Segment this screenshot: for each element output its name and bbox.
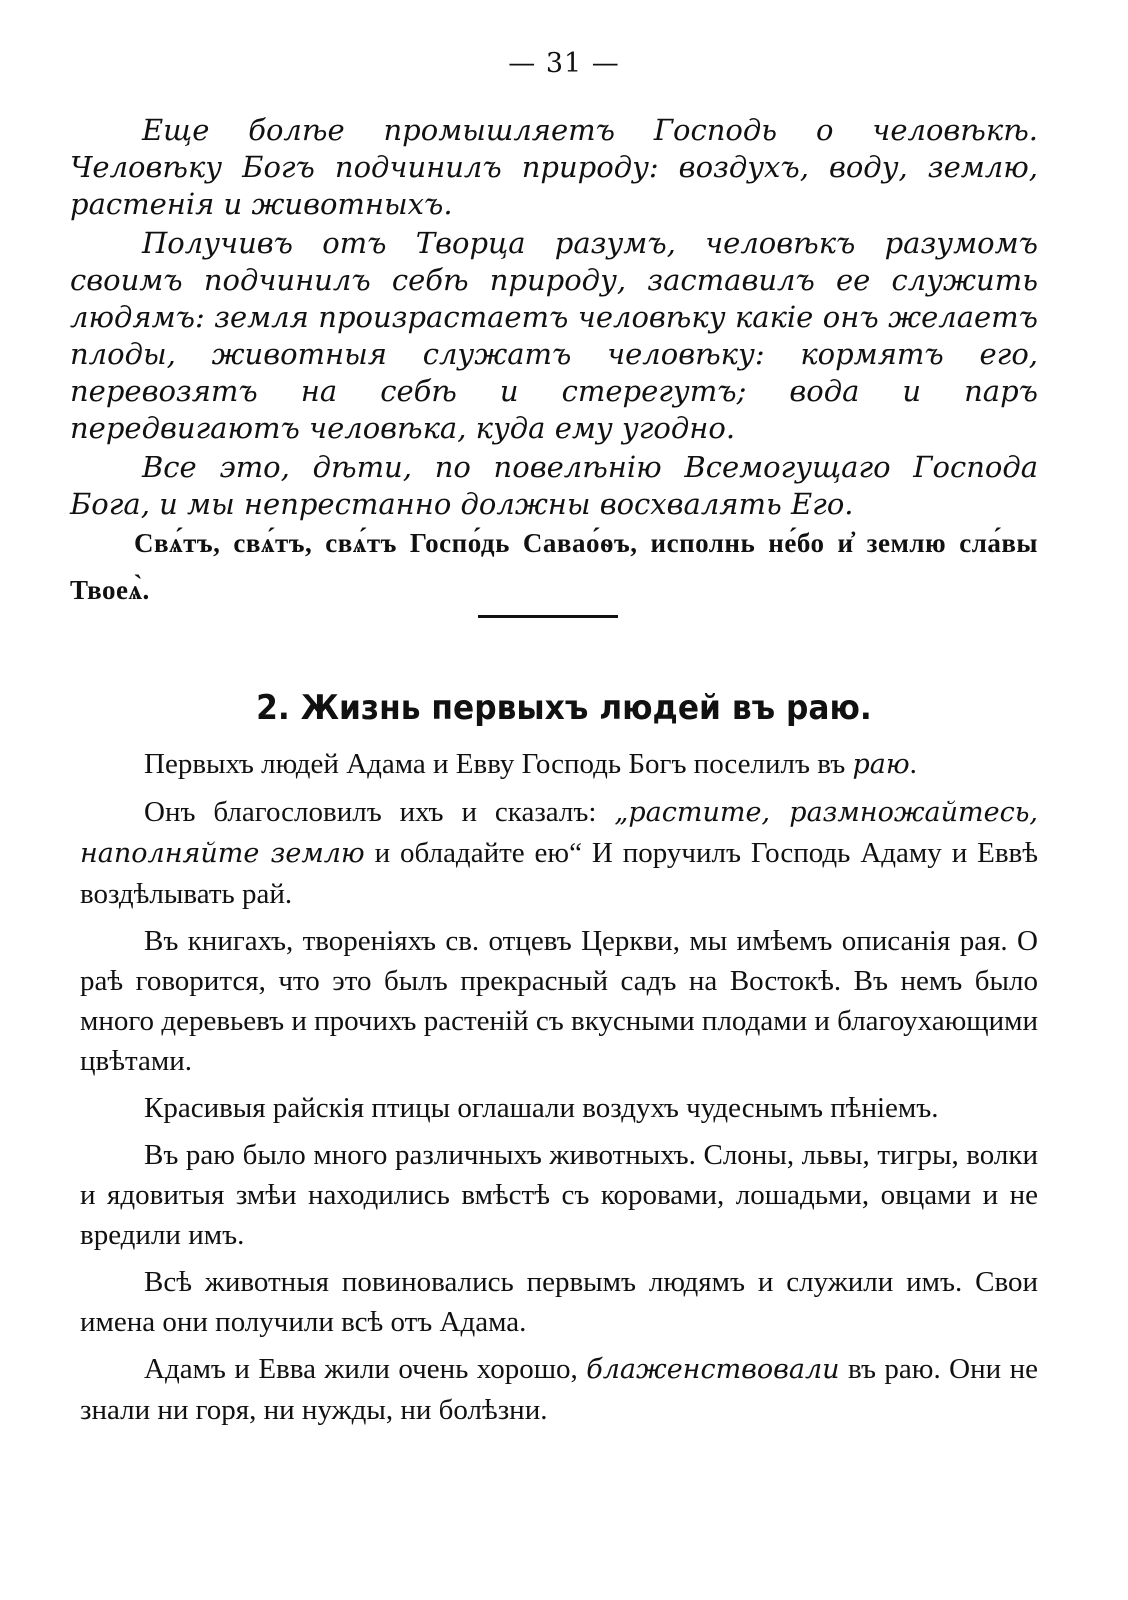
paragraph-text: .: [909, 748, 917, 780]
italic-word: раю: [852, 749, 910, 780]
paragraph-blessing: [80, 792, 1038, 914]
italic-quote: „растите, размножайтесь, наполняйте землю: [80, 797, 1038, 869]
paragraph-bliss: [80, 1349, 1038, 1430]
page-number: — 31 —: [508, 48, 620, 79]
paragraph-garden: Въ книгахъ, твореніяхъ св. отцевъ Церкви, мы имѣемъ описанія рая. О раѣ говорится, что это былъ прекрасный садъ на Востокѣ. Въ немъ было много деревьевъ и прочихъ растеній съ вкусными плодами и благоухающими цвѣтами.: [80, 925, 1038, 1077]
paragraph-reason: Получивъ отъ Творца разумъ, человѣкъ разумомъ своимъ подчинилъ себѣ природу, заставилъ ее служить людямъ: земля произрастаетъ человѣку какіе онъ желаетъ плоды, животныя служатъ человѣку: кормятъ его, перевозятъ на себѣ и стерегутъ; вода и паръ передвигаютъ человѣка, куда ему угодно.: [70, 226, 1038, 445]
body-text: [80, 744, 1038, 1437]
paragraph-paradise: [80, 744, 1038, 785]
paragraph-birds: Красивыя райскія птицы оглашали воздухъ чудеснымъ пѣніемъ.: [144, 1092, 939, 1124]
paragraph-names: Всѣ животныя повиновались первымъ людямъ и служили имъ. Свои имена они получили всѣ отъ Адама.: [80, 1266, 1038, 1338]
paragraph-text: Адамъ и Евва жили очень хорошо,: [144, 1353, 587, 1385]
section-heading: 2. Жизнь первыхъ людей въ раю.: [256, 688, 872, 728]
italic-word: блаженствовали: [586, 1354, 840, 1385]
section-divider: [478, 615, 618, 618]
paragraph-providence: Еще болѣе промышляетъ Господь о человѣкѣ. Человѣку Богъ подчинилъ природу: воздухъ, воду, землю, растенія и животныхъ.: [70, 113, 1038, 221]
paragraph-praise: Все это, дѣти, по повелѣнію Всемогущаго Господа Бога, и мы непрестанно должны восхвалять Его.: [70, 450, 1038, 521]
paragraph-text: Первыхъ людей Адама и Евву Господь Богъ поселилъ въ: [144, 748, 853, 780]
paragraph-animals: Въ раю было много различныхъ животныхъ. Слоны, львы, тигры, волки и ядовитыя змѣи находились вмѣстѣ съ коровами, лошадьми, овцами и не вредили имъ.: [80, 1139, 1038, 1251]
slavonic-hymn: Свѧ́тъ, свѧ́тъ, свѧ́тъ Госпо́дь Савао́ѳъ, исполнь не́бо и҆ землю сла́вы Твоеѧ̀.: [70, 528, 1038, 605]
paragraph-text: Онъ благословилъ ихъ и сказалъ:: [144, 796, 615, 828]
paragraph-text: и обладайте ею“ И поручилъ Господь Адаму и Еввѣ воздѣлывать рай.: [80, 837, 1038, 910]
italic-section: [70, 112, 1038, 523]
paragraph-text: въ раю. Они не знали ни горя, ни нужды, ни болѣзни.: [80, 1353, 1038, 1426]
